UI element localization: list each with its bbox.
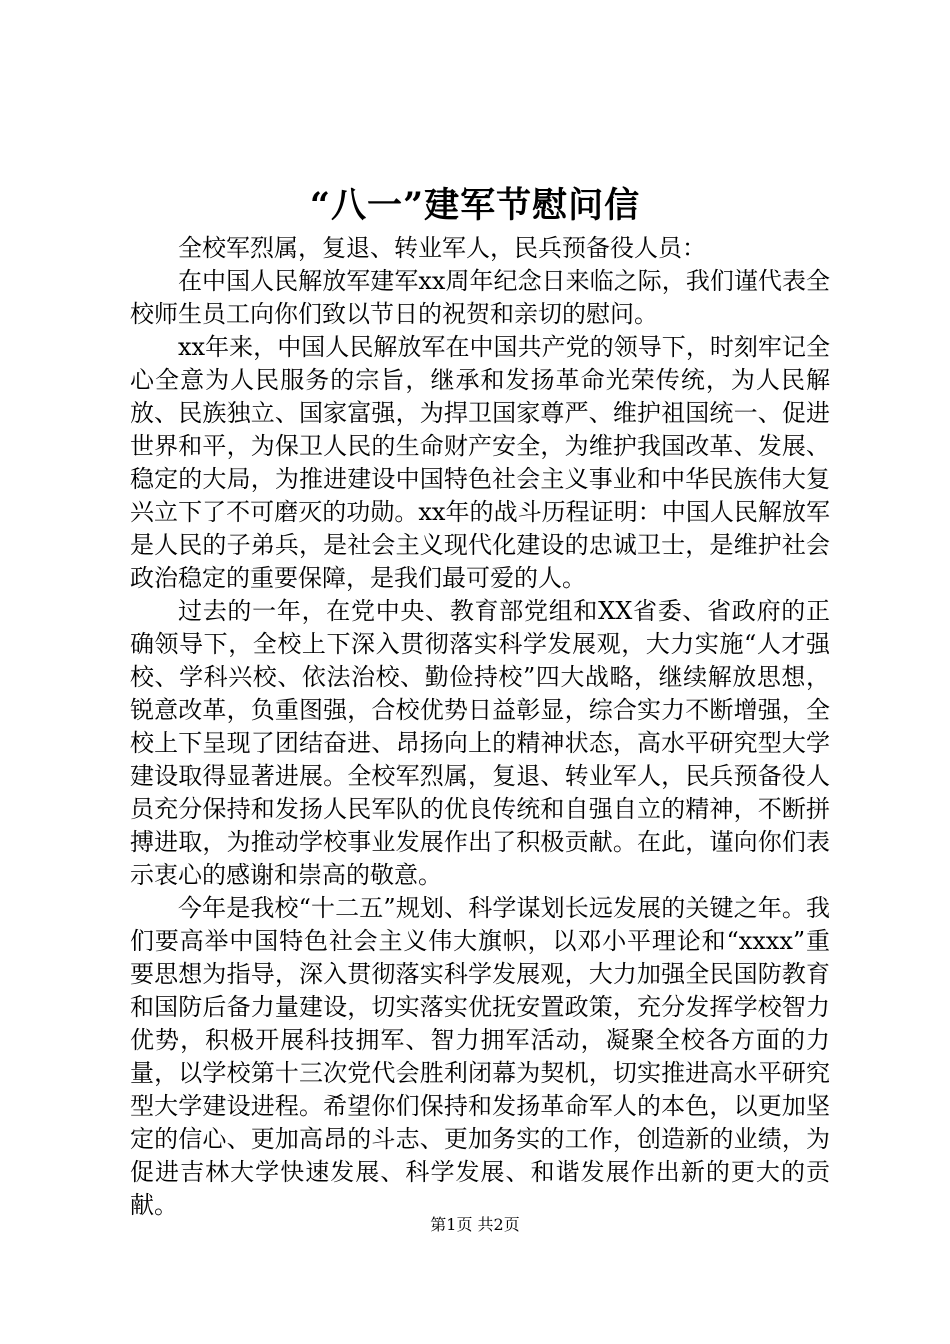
page-number-footer: 第1页 共2页 [430,1215,520,1234]
paragraph: 过去的一年，在党中央、教育部党组和XX省委、省政府的正确领导下，全校上下深入贯彻落实科学发展观，大力实施“人才强校、学科兴校、依法治校、勤俭持校”四大战略，继续解放思想，锐意改革，负重图强，合校优势日益彰显，综合实力不断增强，全校上下呈现了团结奋进、昂扬向上的精神状态，高水平研究型大学建设取得显著进展。全校军烈属，复退、转业军人，民兵预备役人员充分保持和发扬人民军队的优良传统和自强自立的精神，不断拼搏进取，为推动学校事业发展作出了积极贡献。在此，谨向你们表示衷心的感谢和崇高的敬意。 [130,597,830,889]
paragraph: xx年来，中国人民解放军在中国共产党的领导下，时刻牢记全心全意为人民服务的宗旨，继承和发扬革命光荣传统，为人民解放、民族独立、国家富强，为捍卫国家尊严、维护祖国统一、促进世界和平，为保卫人民的生命财产安全，为维护我国改革、发展、稳定的大局，为推进建设中国特色社会主义事业和中华民族伟大复兴立下了不可磨灭的功勋。xx年的战斗历程证明：中国人民解放军是人民的子弟兵，是社会主义现代化建设的忠诚卫士，是维护社会政治稳定的重要保障，是我们最可爱的人。 [130,333,830,592]
paragraph: 今年是我校“十二五”规划、科学谋划长远发展的关键之年。我们要高举中国特色社会主义伟大旗帜，以邓小平理论和“xxxx”重要思想为指导，深入贯彻落实科学发展观，大力加强全民国防教育和国防后备力量建设，切实落实优抚安置政策，充分发挥学校智力优势，积极开展科技拥军、智力拥军活动，凝聚全校各方面的力量，以学校第十三次党代会胜利闭幕为契机，切实推进高水平研究型大学建设进程。希望你们保持和发扬革命军人的本色，以更加坚定的信心、更加高昂的斗志、更加务实的工作，创造新的业绩，为促进吉林大学快速发展、科学发展、和谐发展作出新的更大的贡献。 [130,894,830,1219]
paragraph: 在中国人民解放军建军xx周年纪念日来临之际，我们谨代表全校师生员工向你们致以节日的祝贺和亲切的慰问。 [130,267,830,328]
letter-body [130,232,830,1222]
page-title: “八一”建军节慰问信 [309,185,641,226]
salutation: 全校军烈属，复退、转业军人，民兵预备役人员： [178,234,706,262]
